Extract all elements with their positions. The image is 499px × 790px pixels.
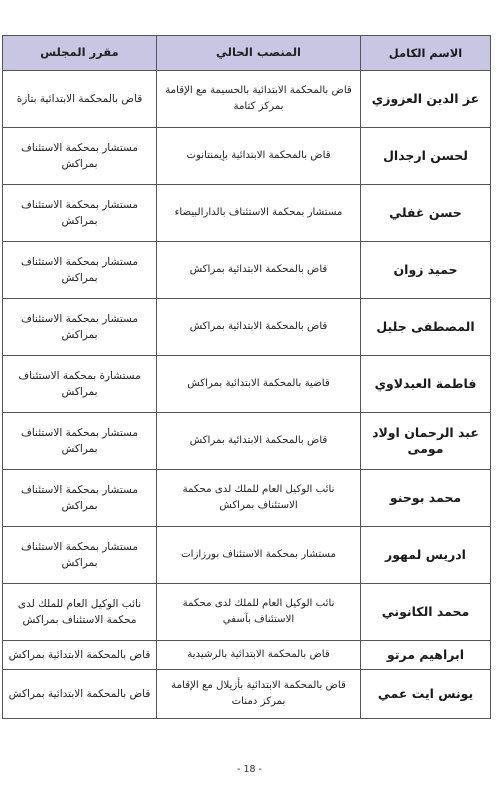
row-council-seat: مستشارة بمحكمة الاستئناف بمراكش [3,356,157,413]
row-council-seat: قاض بالمحكمة الابتدائية بتازة [3,71,157,128]
table-row [3,670,491,719]
row-council-seat: نائب الوكيل العام للملك لدى محكمة الاستئناف بمراكش [3,584,157,641]
row-council-seat: مستشار بمحكمة الاستئناف بمراكش [3,299,157,356]
table-row [3,470,491,527]
row-full-name: محمد الكانوني [361,584,491,641]
row-full-name: ابراهيم مرتو [361,641,491,670]
row-full-name: حميد زوان [361,242,491,299]
table-row [3,185,491,242]
row-current-position: قاض بالمحكمة الابتدائية بمراكش [157,242,361,299]
header-council-seat: مقرر المجلس [3,36,157,71]
table-row [3,527,491,584]
row-full-name: المصطفى جليل [361,299,491,356]
row-council-seat: مستشار بمحكمة الاستئناف بمراكش [3,128,157,185]
row-full-name: يونس ايت عمي [361,670,491,719]
table-row [3,641,491,670]
row-current-position: نائب الوكيل العام للملك لدى محكمة الاستئناف بآسفي [157,584,361,641]
row-current-position: قاضية بالمحكمة الابتدائية بمراكش [157,356,361,413]
row-current-position: قاض بالمحكمة الابتدائية بالرشيدية [157,641,361,670]
table-row [3,128,491,185]
row-council-seat: مستشار بمحكمة الاستئناف بمراكش [3,527,157,584]
table-row [3,413,491,470]
row-current-position: قاض بالمحكمة الابتدائية بمراكش [157,413,361,470]
row-council-seat: قاض بالمحكمة الابتدائية بمراكش [3,670,157,719]
table-body [3,71,491,719]
page-number: - 18 - [237,764,262,775]
judges-table [2,35,491,719]
row-full-name: عز الدين العزوزي [361,71,491,128]
table-row [3,299,491,356]
row-current-position: مستشار بمحكمة الاستئناف بالدارالبيضاء [157,185,361,242]
row-current-position: قاض بالمحكمة الابتدائية بإيمنتانوت [157,128,361,185]
header-current-position: المنصب الحالي [157,36,361,71]
table-row [3,71,491,128]
row-current-position: قاض بالمحكمة الابتدائية بمراكش [157,299,361,356]
row-full-name: حسن غفلي [361,185,491,242]
row-full-name: فاطمة العبدلاوي [361,356,491,413]
row-council-seat: مستشار بمحكمة الاستئناف بمراكش [3,185,157,242]
row-council-seat: مستشار بمحكمة الاستئناف بمراكش [3,470,157,527]
row-full-name: محمد بوحنو [361,470,491,527]
row-current-position: مستشار بمحكمة الاستئناف بورزازات [157,527,361,584]
row-current-position: قاض بالمحكمة الابتدائية بأزيلال مع الإقامة بمركز دمنات [157,670,361,719]
row-council-seat: مستشار بمحكمة الاستئناف بمراكش [3,242,157,299]
row-current-position: نائب الوكيل العام للملك لدى محكمة الاستئناف بمراكش [157,470,361,527]
row-full-name: لحسن ارجدال [361,128,491,185]
row-current-position: قاض بالمحكمة الابتدائية بالحسيمة مع الإقامة بمركز كتامة [157,71,361,128]
table-row [3,584,491,641]
table-row [3,242,491,299]
row-full-name: عبد الرحمان اولاد مومى [361,413,491,470]
row-full-name: ادريس لمهور [361,527,491,584]
header-row [3,36,491,71]
row-council-seat: قاض بالمحكمة الابتدائية بمراكش [3,641,157,670]
table-row [3,356,491,413]
header-full-name: الاسم الكامل [361,36,491,71]
row-council-seat: مستشار بمحكمة الاستئناف بمراكش [3,413,157,470]
